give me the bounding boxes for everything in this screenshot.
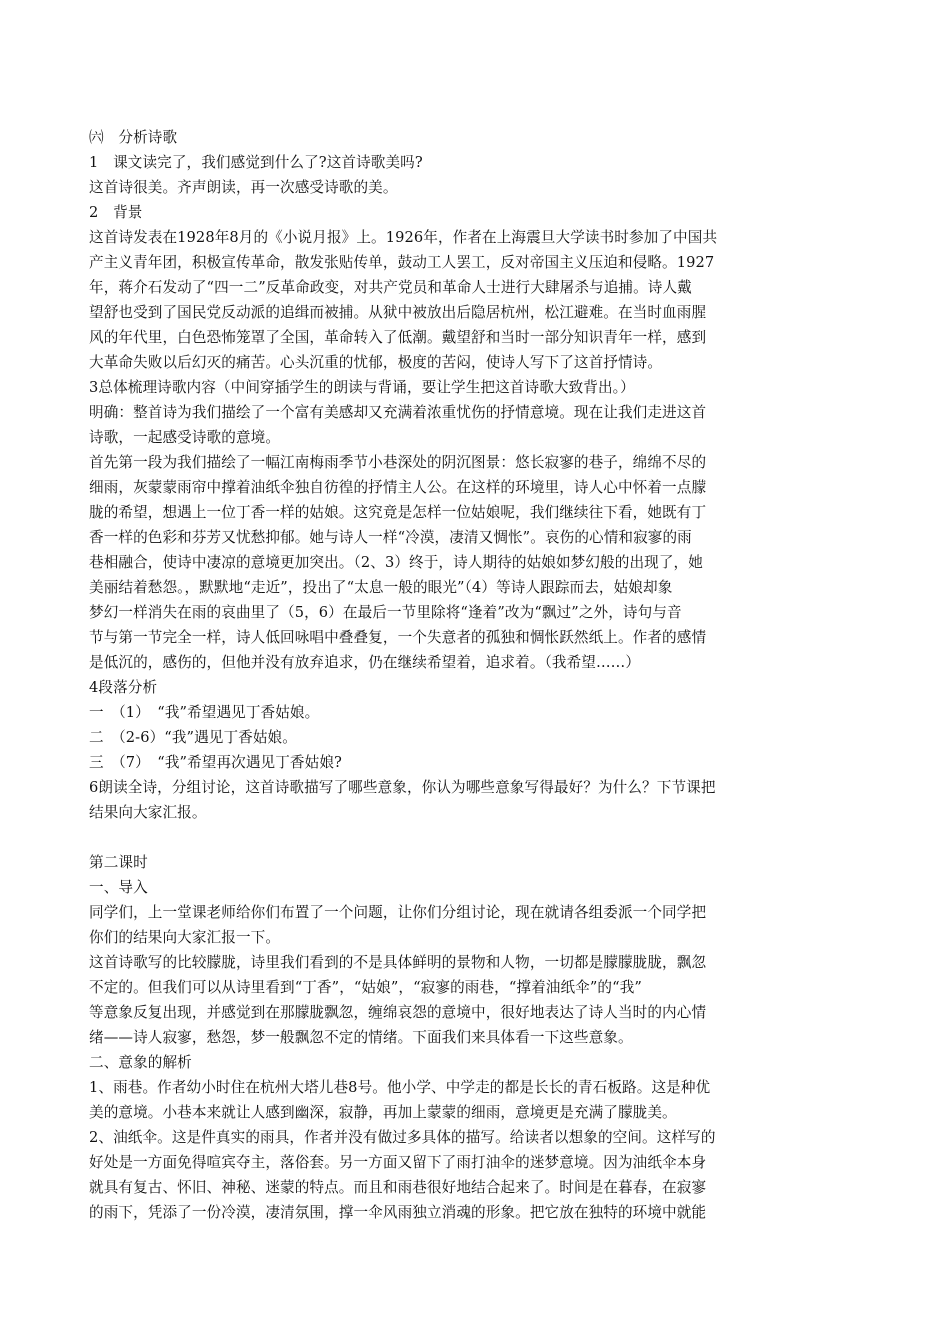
text-line: 等意象反复出现，并感觉到在那朦胧飘忽，缠绵哀怨的意境中，很好地表达了诗人当时的内心情 [89,1004,707,1021]
blank-line [89,825,805,850]
document-body [89,125,805,1225]
text-line: 第二课时 [89,854,148,871]
text-line: 你们的结果向大家汇报一下。 [89,929,281,946]
text-line: 1、雨巷。作者幼小时住在杭州大塔儿巷8号。他小学、中学走的都是长长的青石板路。这是种优 [89,1079,711,1096]
text-line: 1 课文读完了，我们感觉到什么了?这首诗歌美吗? [89,154,423,171]
text-line: 这首诗很美。齐声朗读，再一次感受诗歌的美。 [89,179,398,196]
text-line: ㈥ 分析诗歌 [89,129,178,146]
text-line: 2 背景 [89,204,143,221]
text-line: 一 （1） “我”希望遇见丁香姑娘。 [89,704,320,721]
text-line: 就具有复古、怀旧、神秘、迷蒙的特点。而且和雨巷很好地结合起来了。时间是在暮春，在寂寥 [89,1179,707,1196]
text-line: 首先第一段为我们描绘了一幅江南梅雨季节小巷深处的阴沉图景：悠长寂寥的巷子，绵绵不尽的 [89,454,707,471]
text-line: 的雨下，凭添了一份冷漠，凄清氛围，撑一伞风雨独立消魂的形象。把它放在独特的环境中就能 [89,1204,707,1221]
text-line: 望舒也受到了国民党反动派的追缉而被捕。从狱中被放出后隐居杭州，松江避难。在当时血雨腥 [89,304,707,321]
text-line: 二 （2-6）“我”遇见丁香姑娘。 [89,729,297,746]
text-line: 产主义青年团，积极宣传革命，散发张贴传单，鼓动工人罢工，反对帝国主义压迫和侵略。1927 [89,254,715,271]
text-line: 梦幻一样消失在雨的哀曲里了（5，6）在最后一节里除将“逢着”改为“飘过”之外，诗句与音 [89,604,682,621]
text-line: 这首诗歌写的比较朦胧，诗里我们看到的不是具体鲜明的景物和人物，一切都是朦朦胧胧，飘忽 [89,954,707,971]
text-line: 大革命失败以后幻灭的痛苦。心头沉重的忧郁，极度的苦闷，使诗人写下了这首抒情诗。 [89,354,663,371]
text-line: 2、油纸伞。这是件真实的雨具，作者并没有做过多具体的描写。给读者以想象的空间。这样写的 [89,1129,716,1146]
text-line: 4段落分析 [89,679,158,696]
text-line: 三 （7） “我”希望再次遇见丁香姑娘? [89,754,342,771]
text-line: 3总体梳理诗歌内容（中间穿插学生的朗读与背诵，要让学生把这首诗歌大致背出。） [89,379,635,396]
text-line: 年，蒋介石发动了“四一二”反革命政变，对共产党员和革命人士进行大肆屠杀与追捕。诗人戴 [89,279,692,296]
text-line: 不定的。但我们可以从诗里看到“丁香”，“姑娘”，“寂寥的雨巷，“撑着油纸伞”的“我” [89,979,642,996]
text-line: 绪——诗人寂寥，愁怨，梦一般飘忽不定的情绪。下面我们来具体看一下这些意象。 [89,1029,633,1046]
text-line: 是低沉的，感伤的，但他并没有放弃追求，仍在继续希望着，追求着。（我希望……） [89,654,641,671]
text-line: 诗歌，一起感受诗歌的意境。 [89,429,281,446]
text-line: 同学们，上一堂课老师给你们布置了一个问题，让你们分组讨论，现在就请各组委派一个同学把 [89,904,707,921]
text-line: 风的年代里，白色恐怖笼罩了全国，革命转入了低潮。戴望舒和当时一部分知识青年一样，感到 [89,329,707,346]
text-line: 美丽结着愁怨。，默默地“走近”，投出了“太息一般的眼光”（4）等诗人跟踪而去，姑娘却象 [89,579,673,596]
text-line: 一、导入 [89,879,148,896]
text-line: 美的意境。小巷本来就让人感到幽深，寂静，再加上蒙蒙的细雨，意境更是充满了朦胧美。 [89,1104,677,1121]
text-line: 6朗读全诗，分组讨论，这首诗歌描写了哪些意象，你认为哪些意象写得最好？为什么？下节课把 [89,779,716,796]
text-line: 明确：整首诗为我们描绘了一个富有美感却又充满着浓重忧伤的抒情意境。现在让我们走进这首 [89,404,707,421]
text-line: 二、意象的解析 [89,1054,192,1071]
text-line: 巷相融合，使诗中凄凉的意境更加突出。（2、3）终于，诗人期待的姑娘如梦幻般的出现了，她 [89,554,703,571]
text-line: 这首诗发表在1928年8月的《小说月报》上。1926年，作者在上海震旦大学读书时参加了中国共 [89,229,718,246]
text-line: 好处是一方面免得喧宾夺主，落俗套。另一方面又留下了雨打油伞的迷梦意境。因为油纸伞本身 [89,1154,707,1171]
text-line: 胧的希望，想遇上一位丁香一样的姑娘。这究竟是怎样一位姑娘呢，我们继续往下看，她既有丁 [89,504,707,521]
text-line: 香一样的色彩和芬芳又忧愁抑郁。她与诗人一样“冷漠，凄清又惆怅”。哀伤的心情和寂寥的雨 [89,529,692,546]
text-line: 细雨，灰蒙蒙雨帘中撑着油纸伞独自彷徨的抒情主人公。在这样的环境里，诗人心中怀着一点朦 [89,479,707,496]
text-line: 结果向大家汇报。 [89,804,207,821]
text-line: 节与第一节完全一样，诗人低回咏唱中叠叠复，一个失意者的孤独和惆怅跃然纸上。作者的感情 [89,629,707,646]
